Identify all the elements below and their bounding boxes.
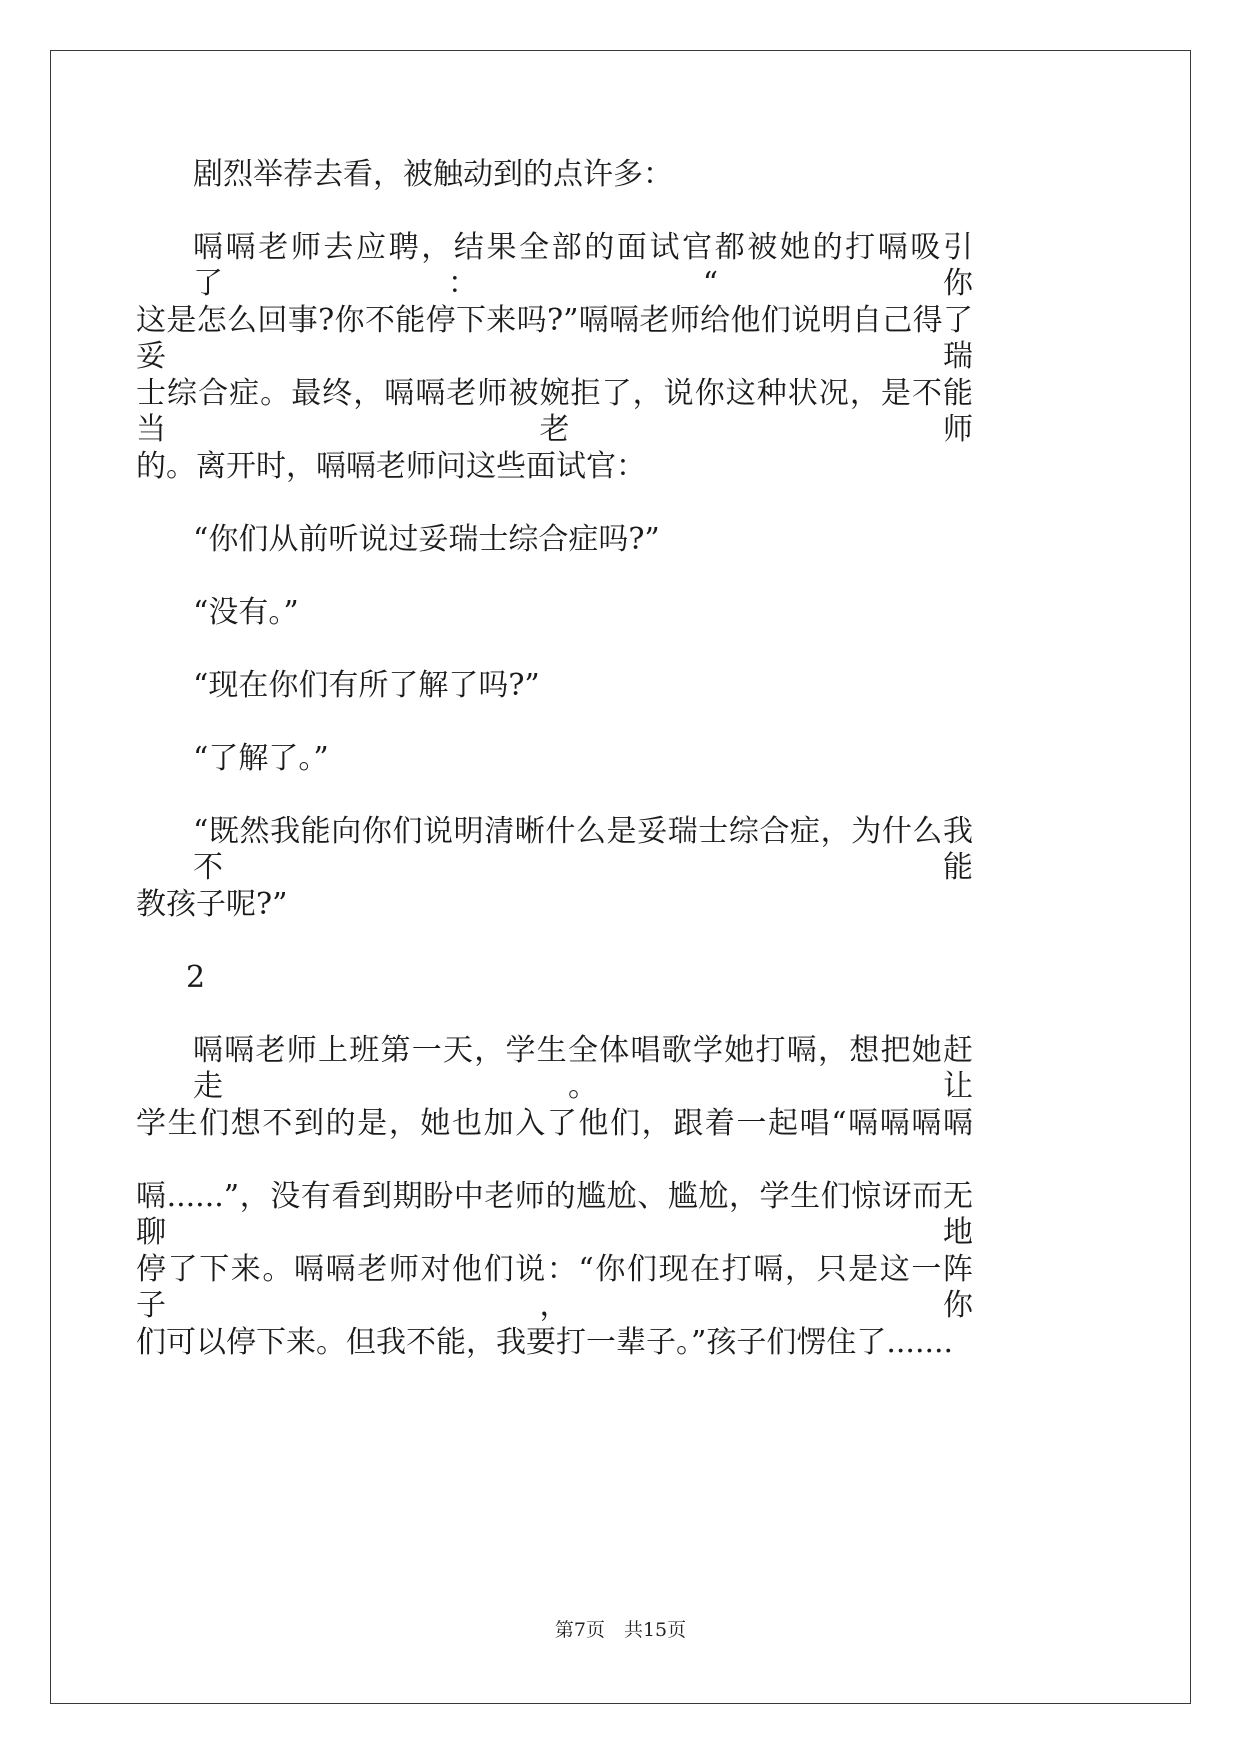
dialogue-line-6: 教孩子呢?” — [136, 887, 288, 922]
dialogue-line-1: “你们从前听说过妥瑞士综合症吗?” — [193, 522, 660, 557]
paragraph-line-3: 这是怎么回事?你不能停下来吗?”嗝嗝老师给他们说明自己得了妥瑞 — [136, 303, 973, 374]
paragraph-line-10: 们可以停下来。但我不能，我要打一辈子。”孩子们愣住了....... — [136, 1325, 954, 1360]
paragraph-line-7: 学生们想不到的是，她也加入了他们，跟着一起唱“嗝嗝嗝嗝 — [136, 1106, 973, 1141]
paragraph-line-4: 士综合症。最终，嗝嗝老师被婉拒了，说你这种状况，是不能当老师 — [136, 376, 973, 447]
dialogue-line-5: “既然我能向你们说明清晰什么是妥瑞士综合症，为什么我不能 — [193, 814, 973, 885]
paragraph-line-9: 停了下来。嗝嗝老师对他们说：“你们现在打嗝，只是这一阵子，你 — [136, 1252, 973, 1323]
section-number: 2 — [186, 960, 206, 995]
paragraph-line-2: 嗝嗝老师去应聘，结果全部的面试官都被她的打嗝吸引了：“你 — [193, 230, 973, 301]
dialogue-line-2: “没有。” — [193, 595, 299, 630]
paragraph-line-6: 嗝嗝老师上班第一天，学生全体唱歌学她打嗝，想把她赶走。让 — [193, 1033, 973, 1104]
paragraph-line-5: 的。离开时，嗝嗝老师问这些面试官： — [136, 449, 646, 484]
page-footer: 第7页 共15页 — [554, 1619, 687, 1641]
paragraph-line-1: 剧烈举荐去看，被触动到的点许多： — [193, 157, 673, 192]
dialogue-line-4: “了解了。” — [193, 741, 329, 776]
dialogue-line-3: “现在你们有所了解了吗?” — [193, 668, 540, 703]
paragraph-line-8: 嗝......”，没有看到期盼中老师的尴尬、尴尬，学生们惊讶而无聊地 — [136, 1179, 973, 1250]
